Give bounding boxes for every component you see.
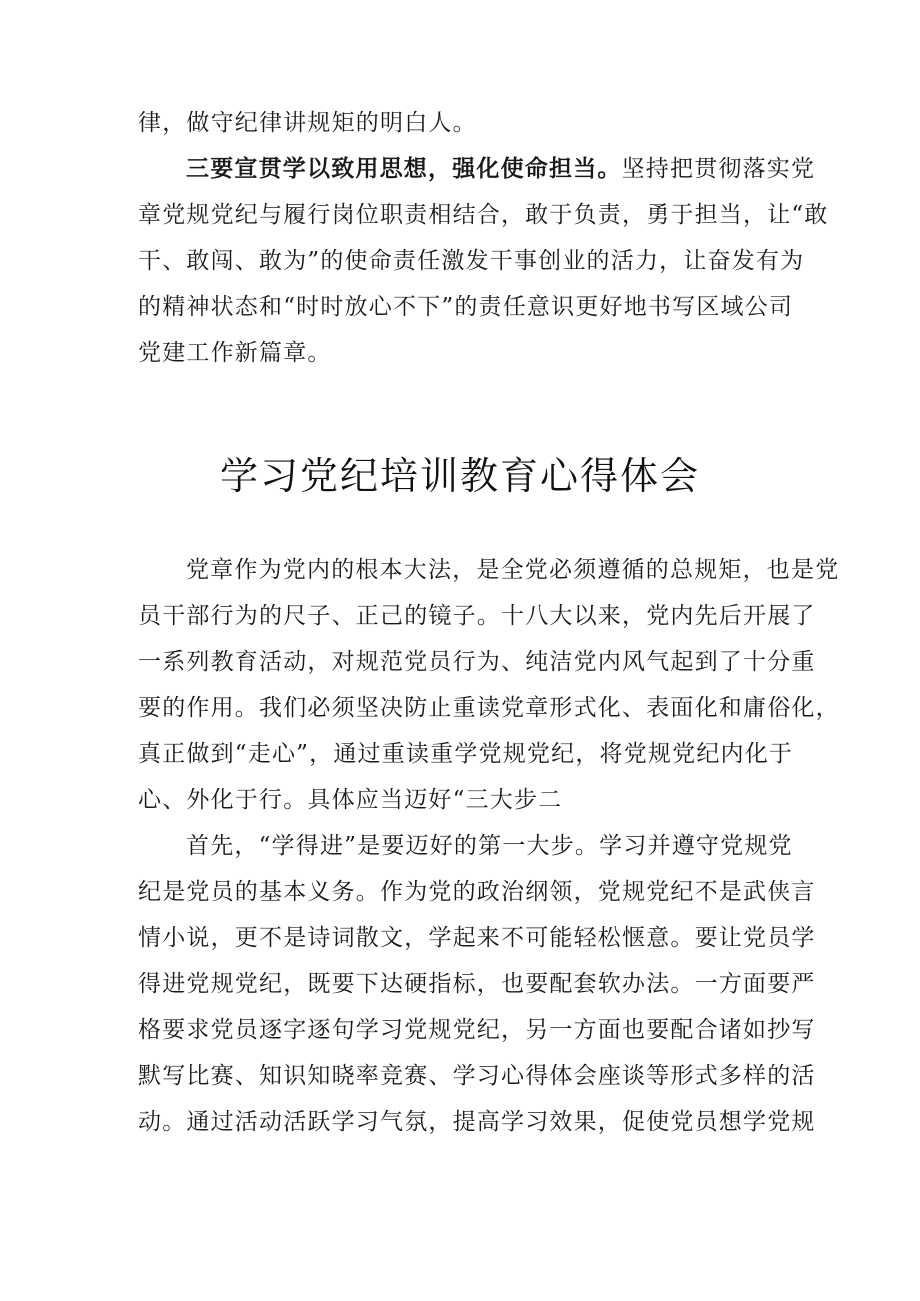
text-line: 干、敢闯、敢为”的使命责任激发干事创业的活力，让奋发有为 bbox=[138, 248, 805, 274]
paragraph-two-line: 格要求党员逐字逐句学习党规党纪，另一方面也要配合诸如抄写 bbox=[138, 1017, 816, 1043]
paragraph-three-first-line bbox=[138, 146, 816, 192]
paragraph-two-line: 得进党规党纪，既要下达硬指标，也要配套软办法。一方面要严 bbox=[138, 971, 816, 997]
paragraph-one-line: 党章作为党内的根本大法，是全党必须遵循的总规矩，也是党 bbox=[186, 557, 840, 583]
text-line: 的精神状态和“时时放心不下”的责任意识更好地书写区域公司 bbox=[138, 294, 794, 320]
paragraph-two-line: 情小说，更不是诗词散文，学起来不可能轻松惬意。要让党员学 bbox=[138, 925, 816, 951]
paragraph-two-line: 默写比赛、知识知晓率竞赛、学习心得体会座谈等形式多样的活 bbox=[138, 1063, 816, 1089]
paragraph-two-line: 首先，“学得进”是要迈好的第一大步。学习并遵守党规党 bbox=[186, 833, 793, 859]
article-body bbox=[138, 547, 840, 1145]
paragraph-one-line: 真正做到“走心”，通过重读重学党规党纪，将党规党纪内化于 bbox=[138, 741, 794, 767]
text-line: 党建工作新篇章。 bbox=[138, 340, 332, 366]
text-line: 章党规党纪与履行岗位职责相结合，敢于负责，勇于担当，让“敢 bbox=[138, 202, 829, 228]
paragraph-one-line: 员干部行为的尺子、正己的镜子。十八大以来，党内先后开展了 bbox=[138, 603, 816, 629]
text-line: 律，做守纪律讲规矩的明白人。 bbox=[138, 110, 477, 136]
top-section bbox=[138, 100, 829, 376]
paragraph-three-heading: 三要宣贯学以致用思想，强化使命担当。 bbox=[186, 155, 622, 182]
paragraph-one-line: 一系列教育活动，对规范党员行为、纯洁党内风气起到了十分重 bbox=[138, 649, 816, 675]
paragraph-one-line: 要的作用。我们必须坚决防止重读党章形式化、表面化和庸俗化， bbox=[138, 695, 840, 721]
paragraph-one-line: 心、外化于行。具体应当迈好“三大步二 bbox=[138, 787, 563, 813]
text-segment: 坚持把贯彻落实党 bbox=[621, 156, 816, 182]
paragraph-two-line: 动。通过活动活跃学习气氛，提高学习效果，促使党员想学党规 bbox=[138, 1109, 816, 1135]
paragraph-two-line: 纪是党员的基本义务。作为党的政治纲领，党规党纪不是武侠言 bbox=[138, 879, 816, 905]
article-title: 学习党纪培训教育心得体会 bbox=[219, 454, 700, 498]
